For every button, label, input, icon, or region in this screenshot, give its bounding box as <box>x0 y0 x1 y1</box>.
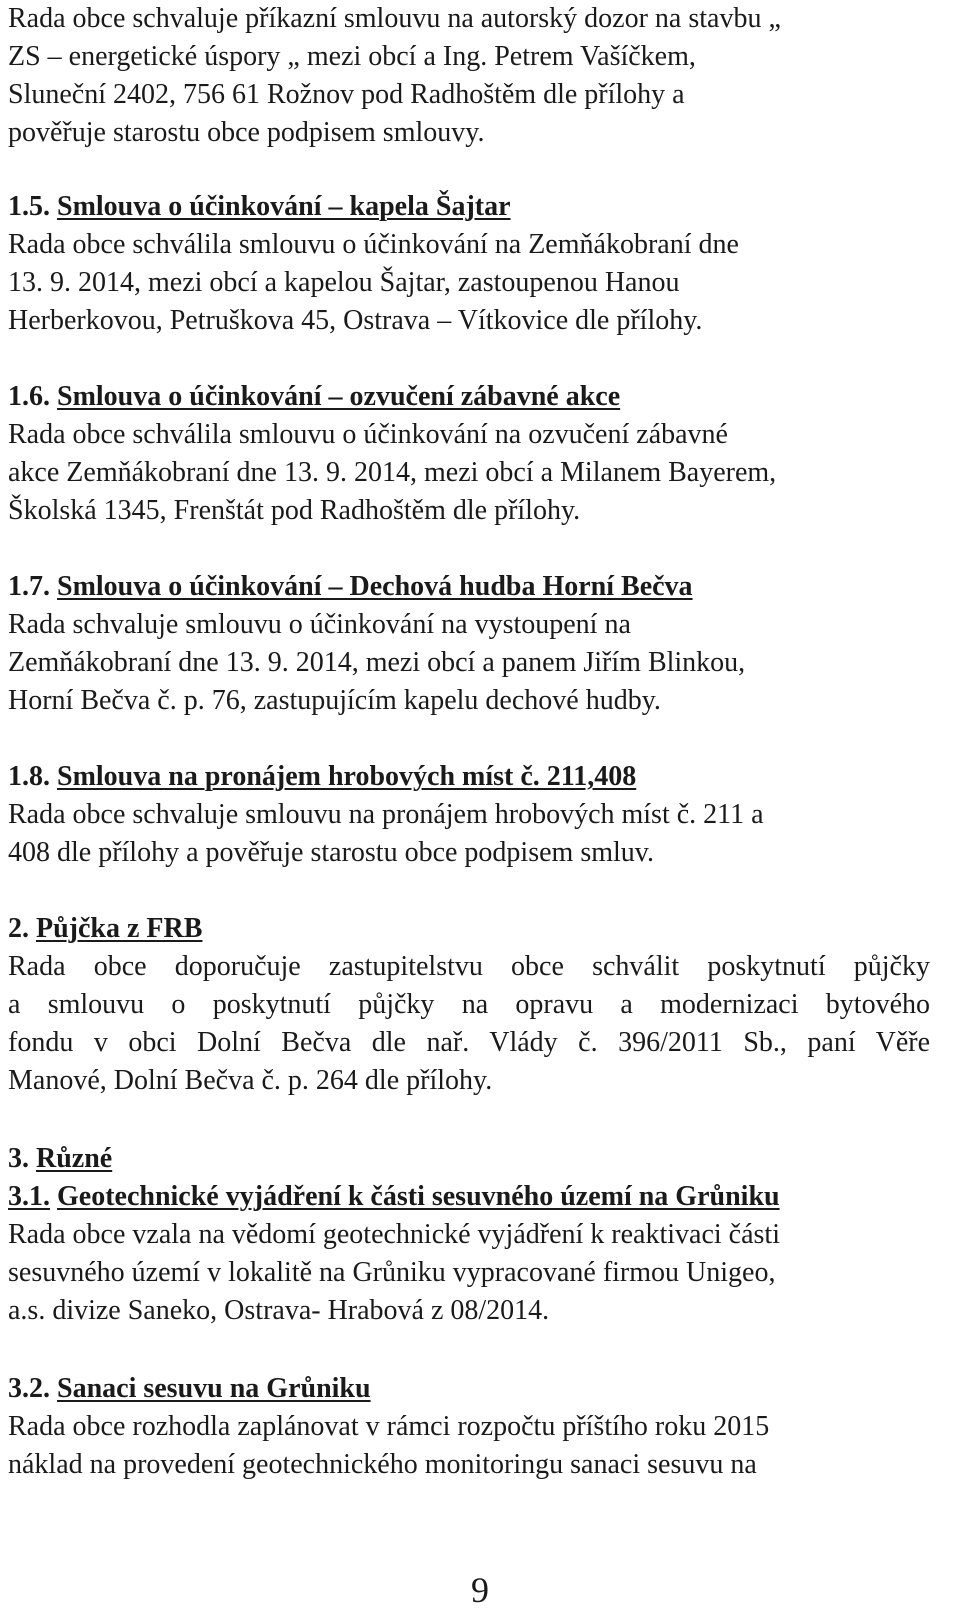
section-1-5-heading <box>8 188 511 226</box>
section-3-1-line-3: a.s. divize Saneko, Ostrava- Hrabová z 08/2014. <box>8 1295 550 1326</box>
section-1-8-line-2: 408 dle přílohy a pověřuje starostu obce podpisem smluv. <box>8 837 654 868</box>
intro-line-2: ZS – energetické úspory „ mezi obcí a Ing. Petrem Vašíčkem, <box>8 41 696 72</box>
section-2-line-4: Manové, Dolní Bečva č. p. 264 dle přílohy. <box>8 1065 493 1096</box>
intro-line-3: Sluneční 2402, 756 61 Rožnov pod Radhoštěm dle přílohy a <box>8 79 685 110</box>
section-number: 1.8. <box>8 761 50 792</box>
section-2-line-2: a smlouvu o poskytnutí půjčky na opravu a modernizaci bytového <box>8 989 930 1020</box>
section-1-7-line-1: Rada schvaluje smlouvu o účinkování na vystoupení na <box>8 609 631 640</box>
section-number: 1.6. <box>8 381 50 412</box>
section-1-8-heading <box>8 758 636 796</box>
section-2-line-1: Rada obce doporučuje zastupitelstvu obce schválit poskytnutí půjčky <box>8 951 930 982</box>
section-1-6-line-1: Rada obce schválila smlouvu o účinkování na ozvučení zábavné <box>8 419 728 450</box>
section-1-6-line-2: akce Zemňákobraní dne 13. 9. 2014, mezi obcí a Milanem Bayerem, <box>8 457 777 488</box>
section-number: 3.1. <box>8 1181 50 1212</box>
section-3-2-line-1: Rada obce rozhodla zaplánovat v rámci rozpočtu příštího roku 2015 <box>8 1411 770 1442</box>
section-1-5-line-1: Rada obce schválila smlouvu o účinkování na Zemňákobraní dne <box>8 229 739 260</box>
section-1-5-line-3: Herberkovou, Petruškova 45, Ostrava – Vítkovice dle přílohy. <box>8 305 703 336</box>
section-number: 2. <box>8 913 29 944</box>
section-title: Smlouva o účinkování – kapela Šajtar <box>57 191 511 222</box>
section-1-7-heading <box>8 568 693 606</box>
section-2-heading <box>8 910 202 948</box>
section-3-1-heading <box>8 1178 780 1216</box>
section-title: Smlouva na pronájem hrobových míst č. 211,408 <box>57 761 637 792</box>
section-number: 1.7. <box>8 571 50 602</box>
section-3-1-line-2: sesuvného území v lokalitě na Grůniku vypracované firmou Unigeo, <box>8 1257 776 1288</box>
page-number: 9 <box>471 1570 489 1610</box>
section-1-7-line-2: Zemňákobraní dne 13. 9. 2014, mezi obcí a panem Jiřím Blinkou, <box>8 647 746 678</box>
section-title: Geotechnické vyjádření k části sesuvného území na Grůniku <box>57 1181 780 1212</box>
section-1-7-line-3: Horní Bečva č. p. 76, zastupujícím kapelu dechové hudby. <box>8 685 661 716</box>
section-title: Půjčka z FRB <box>36 913 203 944</box>
section-3-heading <box>8 1140 112 1178</box>
section-2-line-3: fondu v obci Dolní Bečva dle nař. Vlády č. 396/2011 Sb., paní Věře <box>8 1027 930 1058</box>
intro-line-4: pověřuje starostu obce podpisem smlouvy. <box>8 117 485 148</box>
intro-line-1: Rada obce schvaluje příkazní smlouvu na autorský dozor na stavbu „ <box>8 3 781 34</box>
section-title: Různé <box>36 1143 113 1174</box>
section-title: Smlouva o účinkování – ozvučení zábavné akce <box>57 381 621 412</box>
section-1-8-line-1: Rada obce schvaluje smlouvu na pronájem hrobových míst č. 211 a <box>8 799 764 830</box>
section-title: Sanaci sesuvu na Grůniku <box>57 1373 371 1404</box>
section-3-1-line-1: Rada obce vzala na vědomí geotechnické vyjádření k reaktivaci části <box>8 1219 780 1250</box>
section-number: 1.5. <box>8 191 50 222</box>
section-1-6-line-3: Školská 1345, Frenštát pod Radhoštěm dle přílohy. <box>8 495 581 526</box>
section-title: Smlouva o účinkování – Dechová hudba Horní Bečva <box>57 571 693 602</box>
section-1-6-heading <box>8 378 620 416</box>
section-3-2-line-2: náklad na provedení geotechnického monitoringu sanaci sesuvu na <box>8 1449 757 1480</box>
section-number: 3. <box>8 1143 29 1174</box>
section-3-2-heading <box>8 1370 371 1408</box>
section-number: 3.2. <box>8 1373 50 1404</box>
section-1-5-line-2: 13. 9. 2014, mezi obcí a kapelou Šajtar, zastoupenou Hanou <box>8 267 680 298</box>
